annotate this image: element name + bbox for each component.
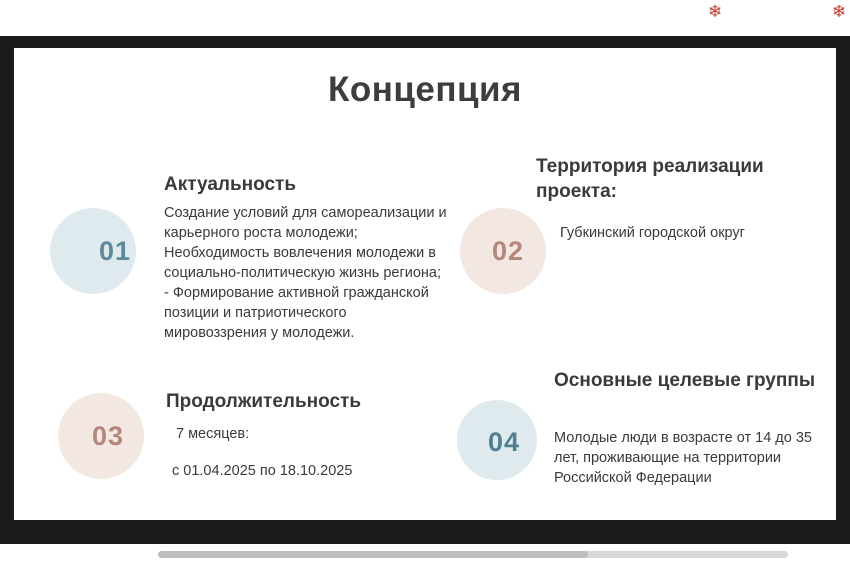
horizontal-scrollbar[interactable] (158, 551, 788, 558)
page-title: Концепция (328, 70, 522, 109)
chrome-segment-right (444, 0, 850, 37)
item-text: Молодые люди в возрасте от 14 до 35 лет, проживающие на территории Российской Федерации (554, 430, 812, 486)
ribbon-icon: ❄ (707, 2, 723, 21)
chrome-segment-left (0, 0, 140, 37)
item-heading: Территория реализации проекта: (536, 156, 764, 202)
item-text: Создание условий для самореализации и карьерного роста молодежи; Необходимость вовлечения молодежи в социально-политическую жизнь региона; - Формирование активной гражданской позиции и патриотического мировоззрения у молодежи. (164, 205, 447, 341)
item-text-line-1: 7 месяцев: (176, 426, 250, 442)
item-heading: Продолжительность (166, 391, 362, 412)
item-number: 03 (92, 421, 125, 451)
item-number: 01 (99, 236, 132, 266)
item-heading: Основные целевые группы (554, 370, 816, 391)
app-chrome-strip (0, 0, 850, 36)
scrollbar-thumb[interactable] (158, 551, 588, 558)
item-heading: Актуальность (164, 174, 297, 195)
slide (14, 48, 836, 520)
chrome-segment-middle (146, 0, 438, 37)
item-text-line-2: с 01.04.2025 по 18.10.2025 (172, 463, 353, 479)
slide-viewer-frame (0, 36, 850, 544)
item-number: 02 (492, 236, 525, 266)
item-text: Губкинский городской округ (560, 225, 745, 241)
ribbon-icon: ❄ (831, 2, 847, 21)
item-number: 04 (488, 427, 521, 457)
